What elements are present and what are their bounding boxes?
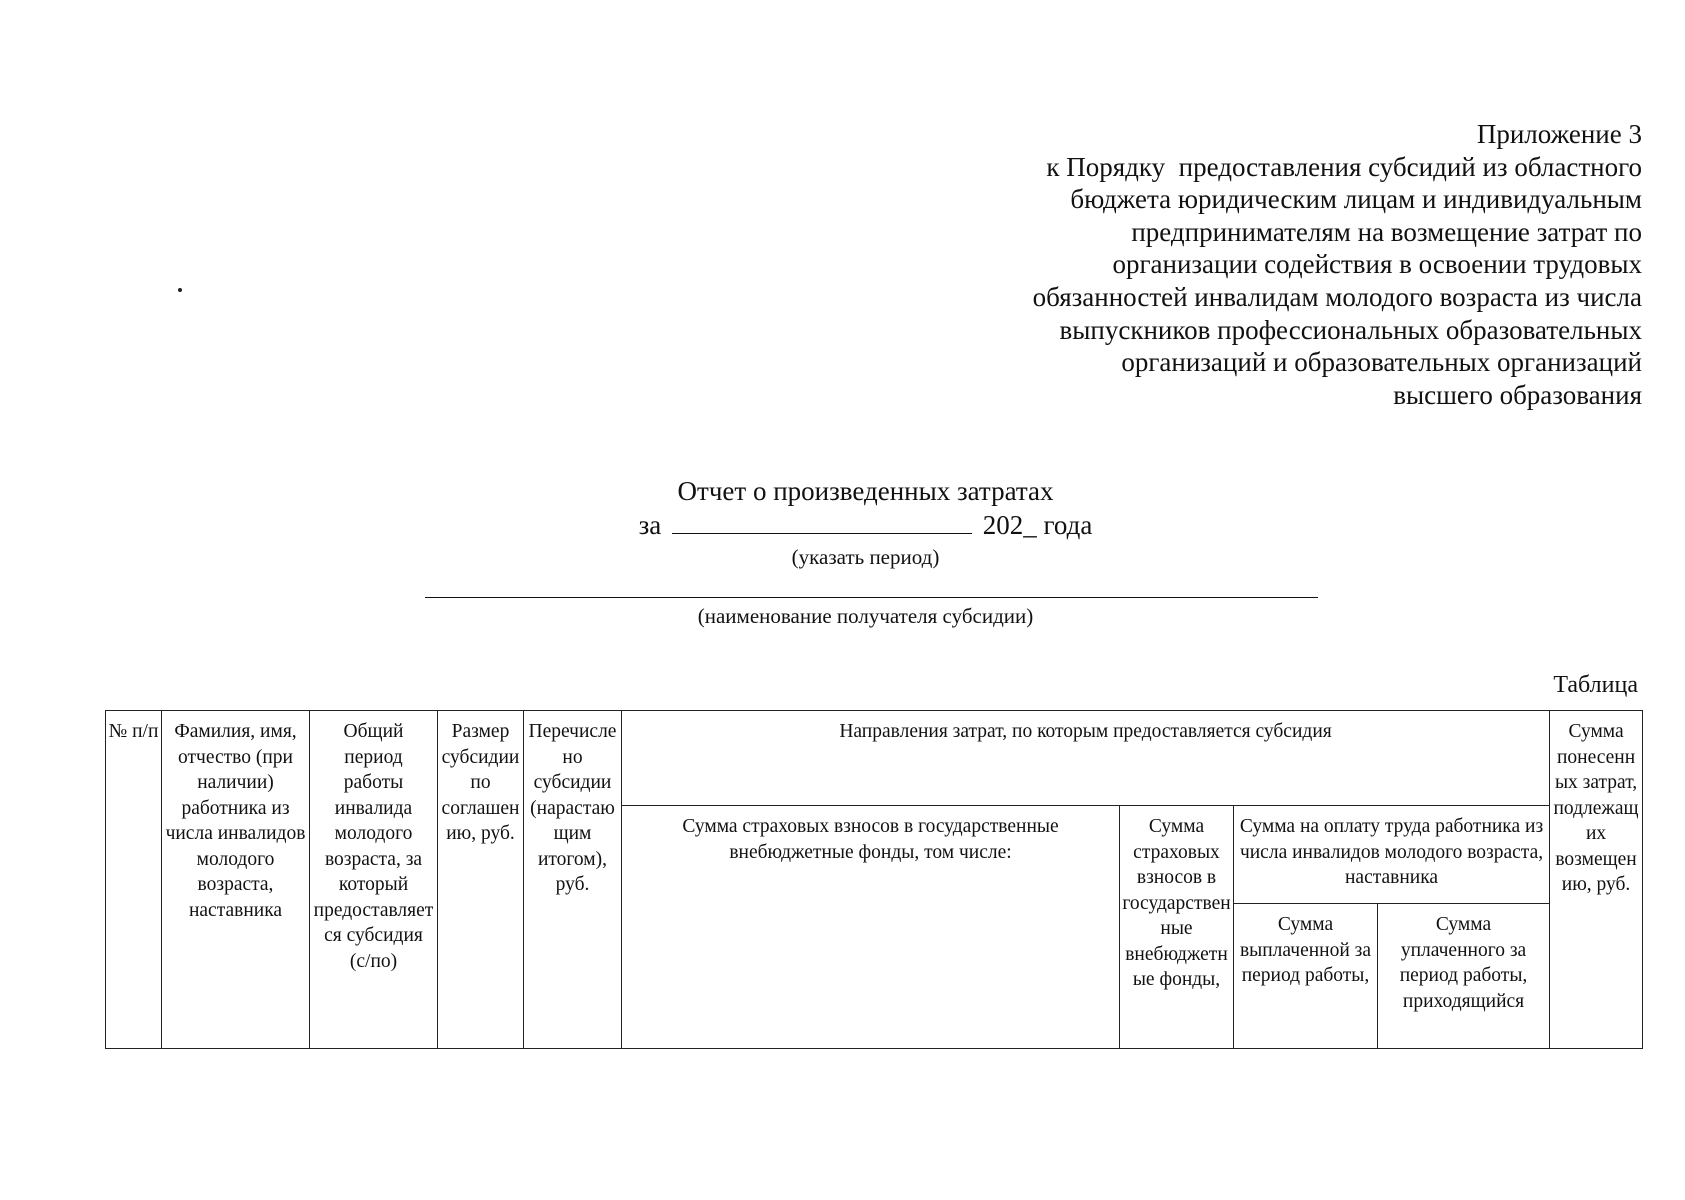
appendix-line: высшего образования	[1393, 379, 1642, 410]
header-subsidy-size: Размер субсидии по соглашению, руб.	[438, 711, 524, 1049]
header-salary-paid: Сумма выплаченной за период работы,	[1234, 904, 1378, 1049]
header-insurance: Сумма страховых взносов в государственные внебюджетные фонды, том числе:	[622, 806, 1120, 1049]
report-period	[0, 509, 1685, 541]
appendix-line: обязанностей инвалидам молодого возраста из числа	[1032, 281, 1642, 312]
stray-dot	[178, 288, 182, 292]
header-salary: Сумма на оплату труда работника из числа инвалидов молодого возраста, наставника	[1234, 806, 1550, 904]
header-salary-due: Сумма уплаченного за период работы, приходящийся	[1378, 904, 1550, 1049]
header-total: Сумма понесенных затрат, подлежащих возмещению, руб.	[1550, 711, 1643, 1049]
appendix-line: организации содействия в освоении трудовых	[1112, 249, 1642, 280]
appendix-line: к Порядку предоставления субсидий из областного	[1046, 151, 1642, 182]
appendix-line: предпринимателям на возмещение затрат по	[1131, 216, 1642, 247]
header-directions: Направления затрат, по которым предоставляется субсидия	[622, 711, 1550, 806]
table-caption: Таблица	[1553, 672, 1638, 698]
header-insurance-funds: Сумма страховых взносов в государственные внебюджетные фонды,	[1120, 806, 1234, 1049]
appendix-line: бюджета юридическим лицам и индивидуальным	[1070, 184, 1642, 215]
period-suffix: 202_ года	[982, 510, 1093, 540]
recipient-hint: (наименование получателя субсидии)	[697, 604, 1034, 628]
recipient-blank-line	[425, 597, 1318, 598]
report-title: Отчет о произведенных затратах	[677, 476, 1054, 506]
header-name: Фамилия, имя, отчество (при наличии) работника из числа инвалидов молодого возраста, наставника	[162, 711, 310, 1049]
period-prefix: за	[638, 510, 662, 540]
period-hint: (указать период)	[791, 545, 940, 569]
appendix-block	[942, 118, 1642, 411]
header-transferred: Перечислено субсидии (нарастающим итогом), руб.	[524, 711, 622, 1049]
appendix-line: организаций и образовательных организаций	[1121, 347, 1642, 378]
header-period: Общий период работы инвалида молодого возраста, за который предоставляется субсидия (с/по)	[310, 711, 438, 1049]
cost-table	[105, 710, 1643, 1049]
appendix-line: Приложение 3	[1476, 119, 1642, 149]
period-blank-line	[672, 511, 972, 534]
header-num: № п/п	[106, 711, 162, 1049]
appendix-line: выпускников профессиональных образовательных	[1059, 314, 1642, 345]
